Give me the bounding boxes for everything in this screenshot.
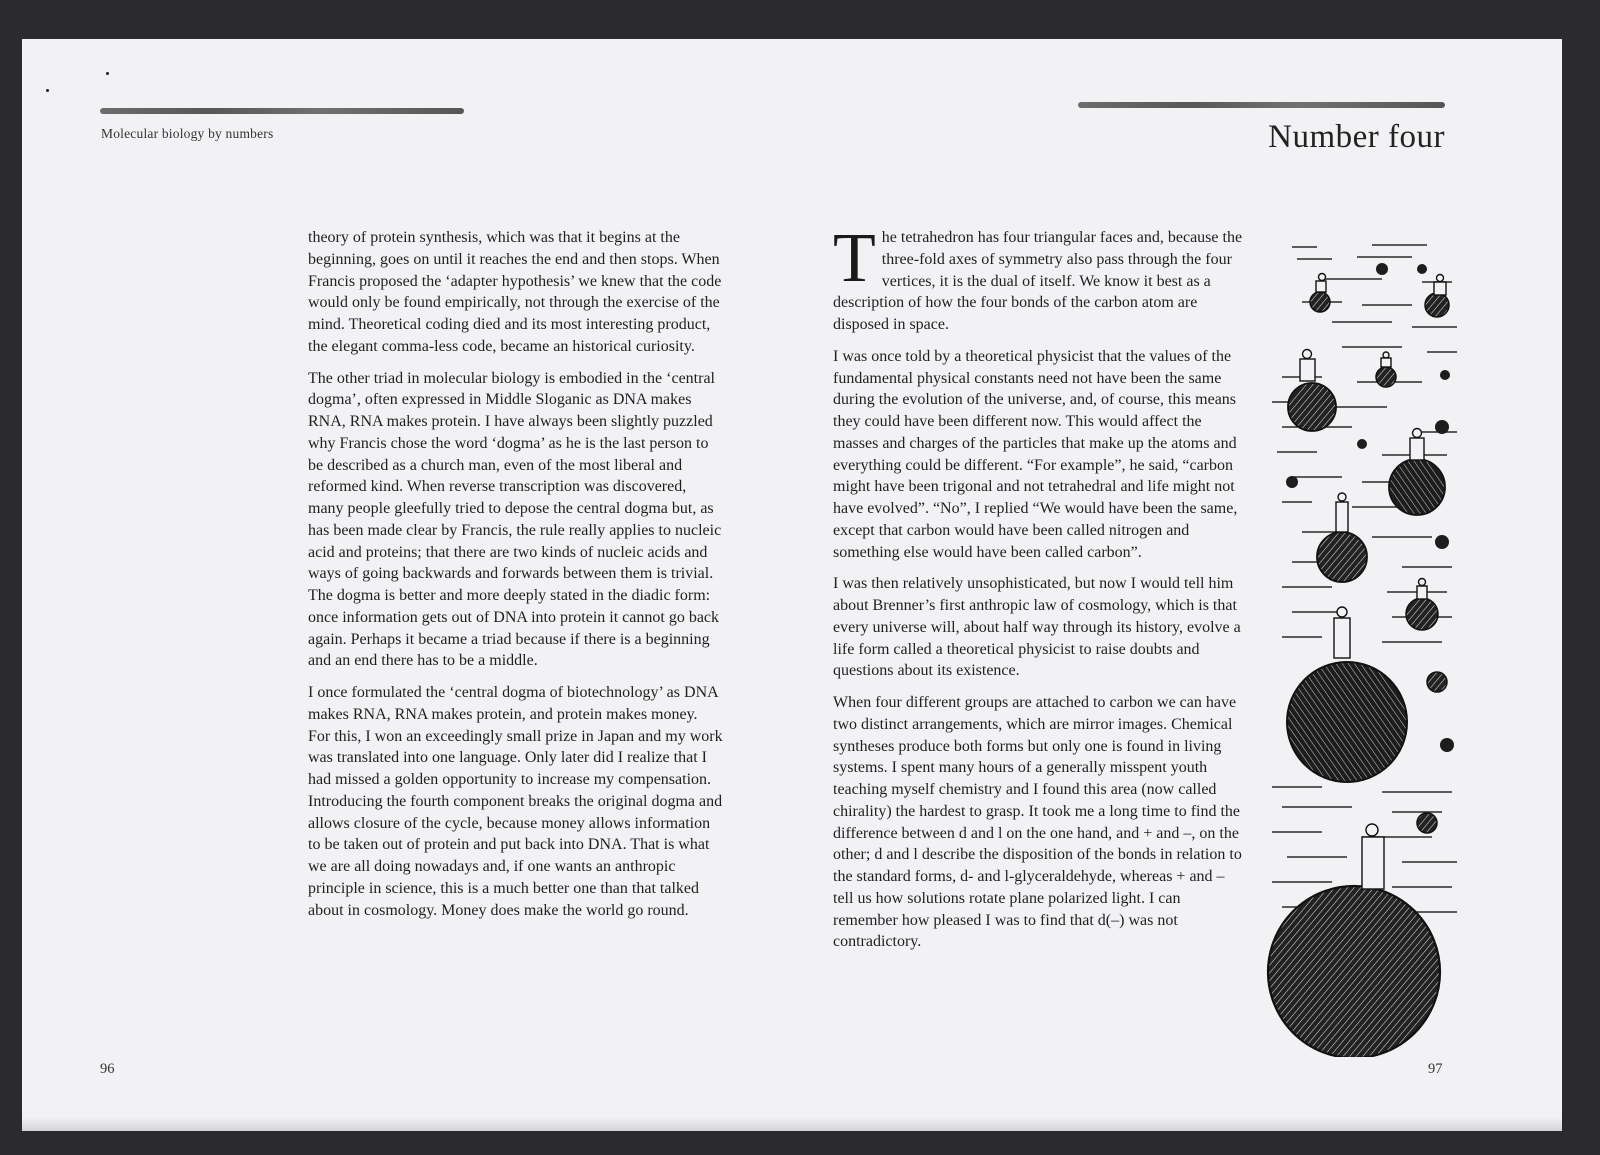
planet [1376, 263, 1388, 275]
planet [1427, 672, 1447, 692]
paragraph: When four different groups are attached to carbon we can have two distinct arrangements, which are mirror images. Chemical syntheses produce both forms but only one is found in living systems. I spent many hours of a generally misspent youth teaching myself chemistry and I found this area (now called chirality) the hardest to grasp. It took me a long time to find the difference between d and l on the one hand, and + and –, on the other; d and l describe the disposition of the bonds in relation to the standard forms, d- and l-glyceraldehyde, whereas + and – tell us how solutions rotate plane polarized light. I can remember how pleased I was to find that d(–) was not contradictory. [833, 694, 1242, 951]
planet [1310, 292, 1330, 312]
planet [1376, 367, 1396, 387]
book-spread [22, 39, 1562, 1131]
planet [1417, 264, 1427, 274]
page-number-right: 97 [1428, 1061, 1443, 1077]
left-header-rule [100, 108, 464, 114]
drop-cap: T [833, 220, 876, 297]
ink-speck [106, 72, 109, 75]
planet [1440, 370, 1450, 380]
seated-figures [1300, 274, 1446, 890]
planet [1286, 476, 1298, 488]
planet [1287, 662, 1407, 782]
opening-paragraph-text: he tetrahedron has four triangular faces and, because the three-fold axes of symmetry also pass through the four vertices, it is the dual of itself. We know it best as a description of how the four bonds of the carbon atom are disposed in space. [833, 229, 1243, 333]
planet [1389, 459, 1445, 515]
planet [1425, 293, 1449, 317]
planet [1317, 532, 1367, 582]
paragraph: I once formulated the ‘central dogma of biotechnology’ as DNA makes RNA, RNA makes protein, and protein makes money. For this, I won an exceedingly small prize in Japan and my work was translated into one language. Only later did I realize that I had missed a golden opportunity to increase my compensation. Introducing the fourth component breaks the original dogma and allows closure of the cycle, because money allows information to be taken out of protein and put back into DNA. That is what we are all doing nowadays and, if one wants an anthropic principle in science, this is a much better one than that talked about in cosmology. Money does make the world go round. [308, 684, 723, 919]
page-number-left: 96 [100, 1061, 115, 1077]
paragraph: I was then relatively unsophisticated, but now I would tell him about Brenner’s first anthropic law of cosmology, which is that every universe will, about half way through its history, evolve a life form called a theoretical physicist to raise doubts and questions about its existence. [833, 575, 1241, 680]
speed-lines [1272, 245, 1457, 912]
ink-speck [46, 89, 49, 92]
planet [1288, 383, 1336, 431]
planets-illustration [1262, 227, 1462, 1057]
planet [1406, 598, 1438, 630]
planet [1440, 738, 1454, 752]
planet [1268, 886, 1440, 1057]
chapter-title: Number four [1268, 119, 1445, 155]
paragraph: The other triad in molecular biology is embodied in the ‘central dogma’, often expressed in Middle Sloganic as DNA makes RNA, RNA makes protein. I have always been slightly puzzled why Francis chose the word ‘dogma’ as he is the last person to be described as a church man, even of the most liberal and reformed kind. When reverse transcription was discovered, many people gleefully tried to depose the central dogma but, as has been made clear by Francis, the rule really applies to nucleic acid and proteins; that there are two kinds of nucleic acids and ways of going backwards and forwards between them is trivial. The dogma is better and more deeply stated in the diadic form: once information gets out of DNA into protein it cannot go back again. Perhaps it became a triad because if there is a beginning and an end there has to be a middle. [308, 369, 722, 670]
paragraph: theory of protein synthesis, which was that it begins at the beginning, goes on until it reaches the end and then stops. When Francis proposed the ‘adapter hypothesis’ we knew that the code would only be found empirically, not through the exercise of the mind. Theoretical coding died and its most interesting product, the elegant comma-less code, became an historical curiosity. [308, 229, 722, 355]
right-header-rule [1078, 102, 1445, 108]
planet [1357, 439, 1367, 449]
opening-paragraph [833, 220, 1248, 336]
planet [1435, 535, 1449, 549]
running-head: Molecular biology by numbers [101, 126, 274, 141]
planet [1417, 813, 1437, 833]
planet [1435, 420, 1449, 434]
page-edge-shadow [22, 1117, 1562, 1131]
left-text-column [308, 227, 723, 931]
right-text-column [833, 220, 1248, 963]
paragraph: I was once told by a theoretical physicist that the values of the fundamental physical constants need not have been the same during the evolution of the universe, and, of course, this means they could have been different now. This would affect the masses and charges of the particles that make up the atoms and everything could be different. “For example”, he said, “carbon might have been trigonal and not tetrahedral and life might not have evolved”. “No”, I replied “We would have been the same, except that carbon would have been called nitrogen and something else would have been called carbon”. [833, 347, 1238, 561]
